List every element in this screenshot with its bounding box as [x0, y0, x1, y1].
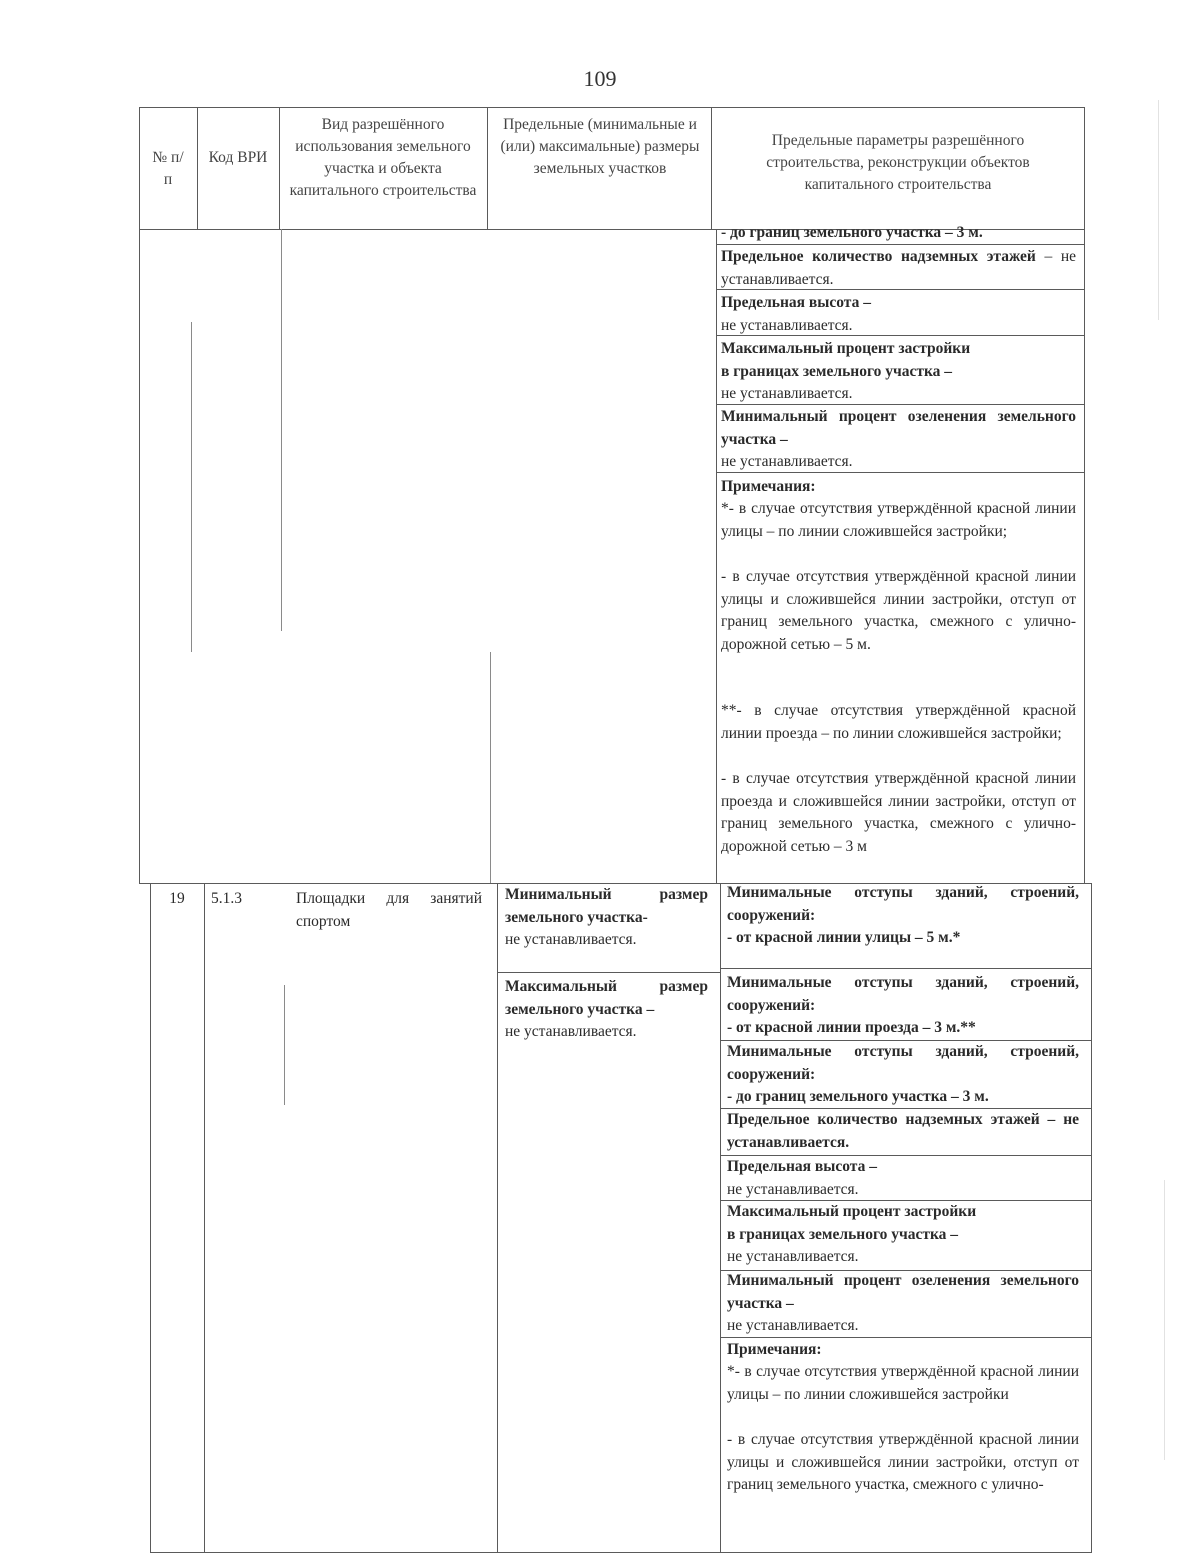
param-min-greenery-19	[727, 1270, 1079, 1338]
note-street-line: *- в случае отсутствия утверждённой красной линии улицы – по линии сложившейся застройки;	[721, 500, 1076, 540]
param-max-coverage-19-label-2: в границах земельного участка –	[727, 1225, 959, 1243]
row-number: 19	[169, 890, 185, 907]
row-kind: Площадки для занятий спортом	[296, 890, 482, 930]
size-min-label: Минимальный размер земельного участка-	[505, 886, 708, 926]
notes-title: Примечания:	[721, 478, 816, 495]
param-offset-boundary-value: - до границ земельного участка – 3 м.	[727, 1088, 989, 1106]
header-col-size: Предельные (минимальные и (или) максимальные) размеры земельных участков	[500, 116, 700, 177]
param-offset-driveway	[727, 972, 1079, 1040]
header-col-code: Код ВРИ	[208, 149, 268, 166]
param-offset-boundary-label: Минимальные отступы зданий, строений, сооружений:	[727, 1043, 1079, 1083]
param-offset-driveway-value: - от красной линии проезда – 3 м.**	[727, 1019, 976, 1037]
param-max-coverage-19-label-1: Максимальный процент застройки	[727, 1203, 977, 1220]
note-driveway-line: **- в случае отсутствия утверждённой красной линии проезда – по линии сложившейся застройки;	[721, 702, 1076, 742]
size-min-value: не устанавливается.	[505, 931, 637, 949]
notes-title-19: Примечания:	[727, 1341, 822, 1358]
param-offset-street-label: Минимальные отступы зданий, строений, сооружений:	[727, 884, 1079, 924]
param-floors-label: Предельное количество надземных этажей	[721, 248, 1036, 265]
param-floors	[721, 246, 1076, 291]
note-street-line-19: *- в случае отсутствия утверждённой красной линии улицы – по линии сложившейся застройки	[727, 1363, 1079, 1403]
header-col-number: № п/п	[152, 149, 184, 188]
param-offset-boundary	[727, 1041, 1079, 1109]
param-max-coverage-19-value: не устанавливается.	[727, 1248, 859, 1266]
param-min-greenery	[721, 406, 1076, 474]
note-driveway-offset: - в случае отсутствия утверждённой красной линии проезда и сложившейся линии застройки, отступ от границ земельного участка, смежного с улично-дорожной сетью – 3 м	[721, 770, 1076, 855]
param-floors-19-label: Предельное количество надземных этажей	[727, 1111, 1040, 1128]
param-max-coverage-19	[727, 1201, 1079, 1269]
param-min-greenery-value: не устанавливается.	[721, 453, 853, 471]
param-offset-driveway-label: Минимальные отступы зданий, строений, сооружений:	[727, 974, 1079, 1014]
header-col-params: Предельные параметры разрешённого строительства, реконструкции объектов капитального строительства	[766, 132, 1030, 193]
size-max-value: не устанавливается.	[505, 1023, 637, 1041]
param-min-greenery-19-value: не устанавливается.	[727, 1317, 859, 1335]
param-floors-19	[727, 1109, 1079, 1154]
param-offset-street-value: - от красной линии улицы – 5 м.*	[727, 929, 961, 947]
param-height-19	[727, 1156, 1079, 1201]
size-min	[505, 884, 708, 952]
param-height-19-value: не устанавливается.	[727, 1180, 859, 1198]
param-height	[721, 292, 1076, 337]
param-max-coverage-label-1: Максимальный процент застройки	[721, 340, 971, 357]
header-col-kind: Вид разрешённого использования земельного участка и объекта капитального строительства	[289, 116, 477, 199]
param-floors-19-value: – не устанавливается.	[727, 1111, 1080, 1151]
param-max-coverage-label-2: в границах земельного участка –	[721, 362, 953, 380]
param-height-19-label: Предельная высота –	[727, 1158, 877, 1175]
param-height-label: Предельная высота –	[721, 294, 871, 311]
param-max-coverage-value: не устанавливается.	[721, 385, 853, 403]
size-max-label: Максимальный размер земельного участка –	[505, 978, 708, 1018]
param-boundary-offset: - до границ земельного участка – 3 м.	[721, 224, 983, 241]
param-height-value: не устанавливается.	[721, 316, 853, 334]
note-street-offset-19: - в случае отсутствия утверждённой красной линии улицы и сложившейся линии застройки, отступ от границ земельного участка, смежного с улично-	[727, 1431, 1079, 1494]
param-max-coverage	[721, 338, 1076, 406]
size-max	[505, 976, 708, 1044]
row-code: 5.1.3	[211, 890, 242, 907]
param-min-greenery-19-label: Минимальный процент озеленения земельного участка –	[727, 1272, 1079, 1312]
param-min-greenery-label: Минимальный процент озеленения земельного участка –	[721, 408, 1076, 448]
param-floors-value: – не устанавливается.	[721, 248, 1076, 288]
note-street-offset: - в случае отсутствия утверждённой красной линии улицы и сложившейся линии застройки, отступ от границ земельного участка, смежного с улично-дорожной сетью – 5 м.	[721, 568, 1076, 653]
param-offset-street	[727, 882, 1079, 950]
page-number: 109	[583, 66, 617, 91]
